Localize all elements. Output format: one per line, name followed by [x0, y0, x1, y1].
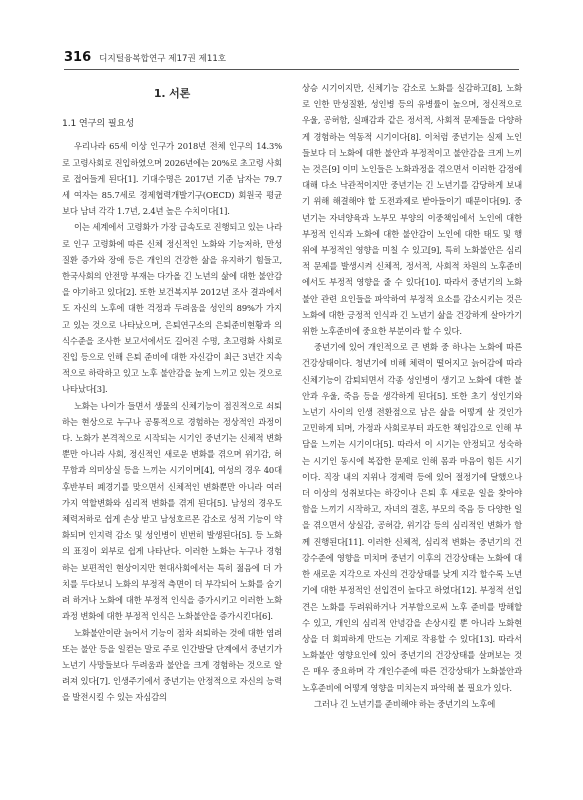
journal-title: 디지털융복합연구 제17권 제11호: [99, 54, 227, 64]
paragraph: 노화불안이란 늙어서 기능이 점차 쇠퇴하는 것에 대한 염려 또는 불안 등을 일컫는 말로 주로 인간발달 단계에서 중년기가 노년기 사망들보다 두려움과 불안을 크게 경험하는 것으로 알려져 있다[7]. 인생주기에서 중년기는 안정적으로 자신의 능력을 발전시킬 수 있는 자심감의: [62, 627, 282, 703]
paragraph: 중년기에 있어 개인적으로 큰 변화 중 하나는 노화에 따른 건강상태이다. 청년기에 비해 체력이 떨어지고 늙어감에 따라 신체기능이 감퇴되면서 각종 성인병이 생기고 노화에 대한 불안과 우울, 죽음 등을 생각하게 된다[5]. 또한 초기 성인기와 노년기 사이의 인생 전환점으로 남은 삶을 어떻게 살 것인가 고민하게 되며, 가정과 사회로부터 과도한 책임감으로 인해 부담을 느끼는 시기이다[5]. 따라서 이 시기는 안정되고 성숙하는 시기인 동시에 복잡한 문제로 인해 몸과 마음이 힘든 시기이다. 직장 내의 지위나 경제력 등에 있어 절정기에 달했으나 더 이상의 성취보다는 하강이나 은퇴 후 새로운 일을 찾아야 함을 느끼기 시작하고, 자녀의 결혼, 부모의 죽음 등 다양한 일을 겪으면서 상실감, 공허감, 위기감 등의 심리적인 변화가 함께 진행된다[11]. 이러한 신체적, 심리적 변화는 중년기의 건강수준에 영향을 미치며 중년기 이후의 건강상태는 노화에 대한 새로운 지각으로 자신의 건강상태를 낮게 지각 할수록 노년기에 대한 부정적인 선입견이 높다고 하였다[12]. 부정적 선입견은 노화를 두려워하거나 거부함으로써 노후 준비를 방해할 수 있고, 개인의 심리적 안녕감을 손상시킬 뿐 아니라 노화현상을 더 회피하게 만드는 기제로 작용할 수 있다[13]. 따라서 노화불안 영향요인에 있어 중년기의 건강상태를 살펴보는 것은 매우 중요하며 각 개인수준에 따른 건강상태가 노화불안과 노후준비에 어떻게 영향을 미치는지 파악해 볼 필요가 있다.: [302, 342, 522, 693]
header-rule: [64, 69, 519, 70]
section-title: 1. 서론: [153, 87, 191, 100]
paragraph: 상승 시기이지만, 신체기능 감소로 노화를 실감하고[8], 노화로 인한 만성질환, 성인병 등의 유병률이 높으며, 정신적으로 우울, 공허함, 실패감과 같은 정서적, 사회적 문제들을 다양하게 경험하는 역동적 시기이다[8]. 이처럼 중년기는 실제 노인들보다 더 노화에 대한 불안과 부정적이고 불안감을 크게 느끼는 것은[9] 이미 노인들은 노화과정을 겪으면서 이러한 감정에 대해 다소 낙관적이지만 중년기는 긴 노년기를 감당하게 보내기 위해 해결해야 할 도전과제로 받아들이기 때문이다[9]. 중년기는 자녀양육과 노부모 부양의 이중책임에서 노인에 대한 부정적 인식과 노화에 대한 불안감이 노인에 대한 태도 및 행위에 부정적인 영향을 미칠 수 있고[9], 특히 노화불안은 심리적 문제를 발생시켜 신체적, 정서적, 사회적 차원의 노후준비에서도 부정적 영향을 줄 수 있다[10]. 따라서 중년기의 노화불안 관련 요인들을 파악하여 부정적 요소를 감소시키는 것은 노화에 대한 긍정적 인식과 긴 노년기 삶을 건강하게 살아가기 위한 노후준비에 중요한 부분이라 할 수 있다.: [302, 83, 522, 337]
running-header: [64, 50, 524, 68]
paragraph: 우리나라 65세 이상 인구가 2018년 전체 인구의 14.3%로 고령사회로 진입하였으며 2026년에는 20%로 초고령 사회로 접어들게 된다[1]. 기대수명은 2017년 기준 남자는 79.7세 여자는 85.7세로 경제협력개발기구(OECD) 회원국 평균보다 남녀 각각 1.7년, 2.4년 높은 수치이다[1].: [62, 141, 282, 217]
right-column: [302, 80, 522, 712]
paragraph: 이는 세계에서 고령화가 가장 급속도로 진행되고 있는 나라로 인구 고령화에 따른 신체 정신적인 노화와 기능저하, 만성질환 증가와 장애 등은 개인의 건강한 삶을 유지하기 힘들고, 한국사회의 안전망 부재는 다가올 긴 노년의 삶에 대한 불안감을 야기하고 있다[2]. 또한 보건복지부 2012년 조사 결과에서도 자신의 노후에 대한 걱정과 두려움을 성인의 89%가 가지고 있는 것으로 나타났으며, 은퇴연구소의 은퇴준비현황과 의식수준을 조사한 보고서에서도 길어진 수명, 초고령화 사회로 진입 등으로 인해 은퇴 준비에 대한 자신감이 최근 3년간 지속적으로 하락하고 있고 노후 불안감을 높게 느끼고 있는 것으로 나타났다[3].: [62, 222, 282, 395]
paragraph: 그러나 긴 노년기를 준비해야 하는 중년기의 노후에: [314, 698, 496, 709]
page-number: 316: [64, 50, 92, 65]
left-column: [62, 80, 282, 706]
subsection-title: 1.1 연구의 필요성: [62, 118, 135, 130]
paragraph: 노화는 나이가 들면서 생물의 신체기능이 점진적으로 쇠퇴하는 현상으로 누구나 공통적으로 경험하는 정상적인 과정이다. 노화가 본격적으로 시작되는 시기인 중년기는 신체적 변화 뿐만 아니라 사회, 정신적인 새로운 변화를 겪으며 위기감, 허무함과 의미상실 등을 느끼는 시기이며[4], 여성의 경우 40대 후반부터 폐경기를 맞으면서 신체적인 변화뿐만 아니라 여러 가지 역할변화와 심리적 변화를 겪게 된다[5]. 남성의 경우도 체력저하로 쉽게 손상 받고 남성호르몬 감소로 성적 기능이 약화되며 인지력 감소 및 성인병이 빈번히 발생된다[5]. 등 노화의 표징이 외부로 쉽게 나타난다. 이러한 노화는 누구나 경험하는 보편적인 현상이지만 현대사회에서는 특히 젊음에 더 가치를 두다보니 노화의 부정적 측면이 더 부각되어 노화를 숨기려 하거나 노화에 대한 부정적 인식을 증가시키고 이러한 노화과정 변화에 대한 부정적 인식은 노화불안을 증가시킨다[6].: [62, 400, 282, 622]
